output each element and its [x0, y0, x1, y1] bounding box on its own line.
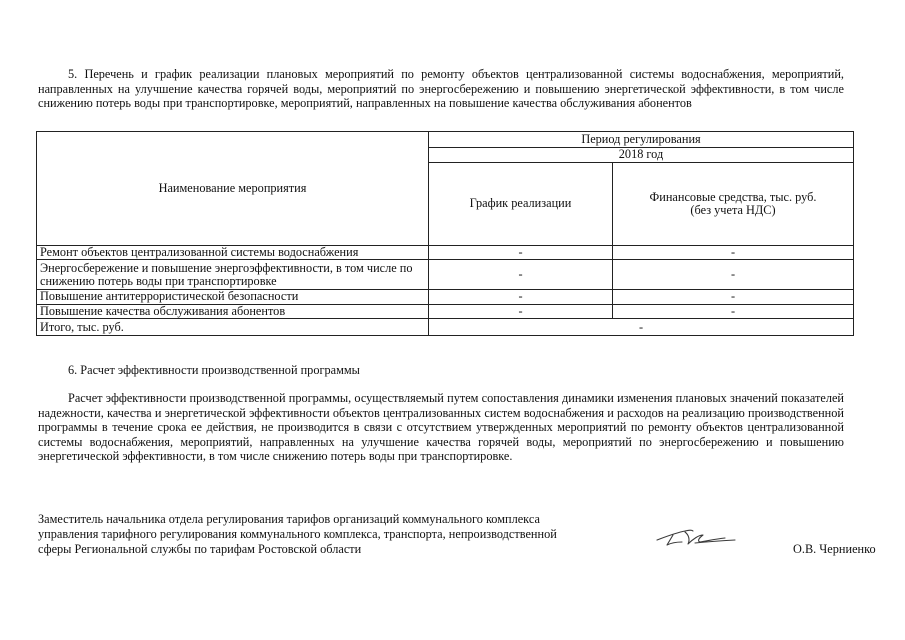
total-label: Итого, тыс. руб. — [37, 319, 429, 336]
section-5-heading: 5. Перечень и график реализации плановых мероприятий по ремонту объектов централизованной системы водоснабжения, мероприятий, направленных на улучшение качества горячей воды, мероприятий по энергосбережению и повышению энергетической эффективности, в том числе снижению потерь воды при транспортировке, мероприятий, направленных на повышение качества обслуживания абонентов — [38, 67, 844, 111]
handwritten-signature-icon — [655, 523, 747, 553]
total-value: - — [429, 319, 854, 336]
signer-name: О.В. Черниенко — [793, 542, 876, 556]
row-name: Повышение качества обслуживания абонентов — [37, 304, 429, 318]
row-schedule: - — [429, 260, 613, 290]
row-name: Энергосбережение и повышение энергоэффективности, в том числе по снижению потерь воды при транспортировке — [37, 260, 429, 290]
signer-position — [38, 512, 598, 557]
signer-position-line2: управления тарифного регулирования коммунального комплекса, транспорта, непроизводственной — [38, 527, 557, 541]
total-row — [37, 319, 854, 336]
table-row — [37, 304, 854, 318]
row-finance: - — [613, 260, 854, 290]
col-schedule-header: График реализации — [429, 163, 613, 246]
col-name-header: Наименование мероприятия — [37, 132, 429, 246]
signer-position-line1: Заместитель начальника отдела регулирования тарифов организаций коммунального комплекса — [38, 512, 540, 526]
col-finance-header-line2: (без учета НДС) — [690, 203, 776, 217]
row-finance: - — [613, 304, 854, 318]
section-6-heading: 6. Расчет эффективности производственной программы — [68, 363, 360, 377]
row-name: Повышение антитеррористической безопасности — [37, 290, 429, 304]
row-schedule: - — [429, 246, 613, 260]
col-finance-header-line1: Финансовые средства, тыс. руб. — [649, 189, 817, 204]
row-schedule: - — [429, 304, 613, 318]
row-name: Ремонт объектов централизованной системы водоснабжения — [37, 246, 429, 260]
table-row — [37, 260, 854, 290]
col-finance-header — [613, 163, 854, 246]
section-6-paragraph: Расчет эффективности производственной программы, осуществляемый путем сопоставления динамики изменения плановых значений показателей надежности, качества и энергетической эффективности объектов централизованных систем водоснабжения и расходов на реализацию производственной программы в течение срока ее действия, не производится в связи с отсутствием утвержденных мероприятий по ремонту объектов централизованной системы водоснабжения, мероприятий, направленных на улучшение качества горячей воды, мероприятий по энергосбережению и повышению энергетической эффективности, в том числе снижению потерь воды при транспортировке. — [38, 391, 844, 464]
table-row — [37, 290, 854, 304]
period-header: Период регулирования — [429, 132, 854, 148]
row-schedule: - — [429, 290, 613, 304]
signer-position-line3: сферы Региональной службы по тарифам Ростовской области — [38, 542, 362, 556]
year-header: 2018 год — [429, 148, 854, 163]
row-finance: - — [613, 246, 854, 260]
row-finance: - — [613, 290, 854, 304]
table-row — [37, 246, 854, 260]
plan-table — [36, 131, 854, 336]
